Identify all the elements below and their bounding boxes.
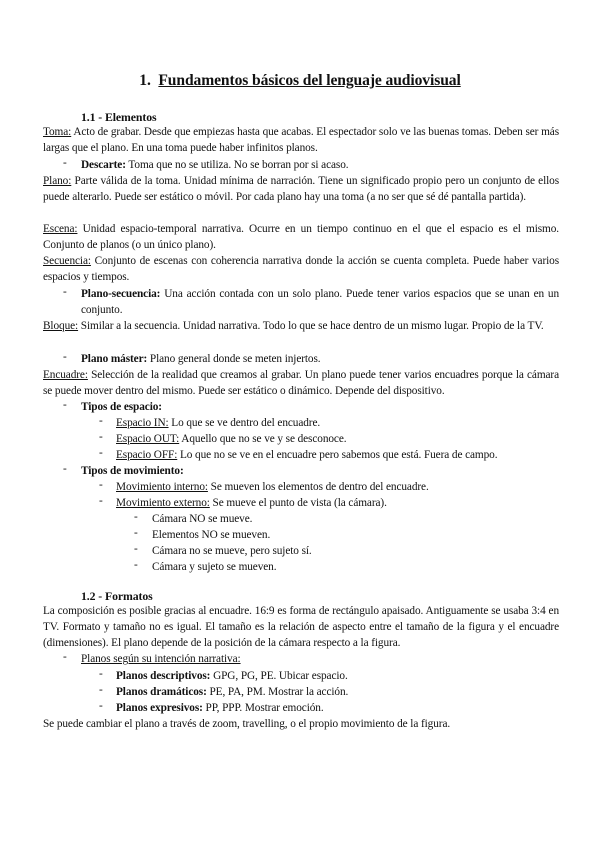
label-tipos-espacio: Tipos de espacio:	[81, 401, 162, 413]
movimiento-interno-text: Se mueven los elementos de dentro del encuadre.	[207, 481, 429, 493]
item-plano-secuencia	[81, 286, 559, 318]
page-title	[0, 72, 600, 90]
toma-text: Acto de grabar. Desde que empiezas hasta que acabas. El espectador solo ve las buenas tomas. Deben ser más largas que el plano. En una toma puede haber infinitos planos.	[43, 126, 559, 154]
bullet-dash: -	[99, 431, 103, 443]
para-bloque	[43, 318, 559, 334]
espacio-off-text: Lo que no se ve en el encuadre pero sabemos que está. Fuera de campo.	[177, 449, 498, 461]
planos-expresivos-text: PP, PPP. Mostrar emoción.	[202, 702, 324, 714]
plano-text: Parte válida de la toma. Unidad mínima de narración. Tiene un significado propio pero un conjunto de ellos puede alterarlo. Puede ser estático o móvil. Por cada plano hay una toma (a no ser que sé dé pantalla partida).	[43, 175, 559, 203]
term-bloque: Bloque:	[43, 320, 79, 332]
espacio-out-text: Aquello que no se ve y se desconoce.	[179, 433, 347, 445]
term-encuadre: Encuadre:	[43, 369, 88, 381]
sub-item: Elementos NO se mueven.	[152, 529, 271, 541]
term-toma: Toma:	[43, 126, 72, 138]
para-escena	[43, 221, 559, 253]
para-encuadre	[43, 367, 559, 399]
plano-secuencia-text: Una acción contada con un solo plano. Puede tener varios espacios que se unan en un conjunto.	[81, 288, 559, 316]
section-heading-formatos: 1.2 - Formatos	[81, 589, 153, 603]
bullet-dash: -	[134, 527, 138, 539]
item-descarte	[81, 157, 559, 173]
item-tipos-espacio	[81, 399, 559, 415]
bullet-dash: -	[99, 700, 103, 712]
sub-item: Cámara NO se mueve.	[152, 513, 253, 525]
encuadre-text: Selección de la realidad que creamos al grabar. Un plano puede tener varios encuadres porque la cámara se puede mover dentro del mismo. Puede ser estático o dinámico. Depende del dispositivo.	[43, 369, 559, 397]
label-tipos-movimiento: Tipos de movimiento:	[81, 465, 184, 477]
para-toma	[43, 124, 559, 156]
bullet-dash: -	[134, 559, 138, 571]
item-espacio-off	[116, 447, 497, 463]
movimiento-externo-text: Se mueve el punto de vista (la cámara).	[209, 497, 387, 509]
para-closing: Se puede cambiar el plano a través de zoom, travelling, o el propio movimiento de la figura.	[43, 718, 451, 730]
term-plano: Plano:	[43, 175, 72, 187]
term-espacio-in: Espacio IN:	[116, 417, 169, 429]
term-escena: Escena:	[43, 223, 78, 235]
item-planos-descriptivos	[116, 668, 348, 684]
planos-descriptivos-text: GPG, PG, PE. Ubicar espacio.	[210, 670, 348, 682]
descarte-text: Toma que no se utiliza. No se borran por si acaso.	[125, 159, 349, 171]
label-plano-master: Plano máster:	[81, 353, 148, 365]
item-planos-intencion	[81, 651, 559, 667]
item-planos-expresivos	[116, 700, 324, 716]
planos-dramaticos-text: PE, PA, PM. Mostrar la acción.	[206, 686, 349, 698]
bullet-dash: -	[63, 399, 67, 411]
sub-item: Cámara no se mueve, pero sujeto sí.	[152, 545, 312, 557]
para-plano	[43, 173, 559, 205]
bullet-dash: -	[99, 415, 103, 427]
bullet-dash: -	[99, 684, 103, 696]
label-planos-descriptivos: Planos descriptivos:	[116, 670, 211, 682]
bullet-dash: -	[63, 351, 67, 363]
term-secuencia: Secuencia:	[43, 255, 91, 267]
bullet-dash: -	[63, 463, 67, 475]
term-movimiento-interno: Movimiento interno:	[116, 481, 208, 493]
section-heading-elementos: 1.1 - Elementos	[81, 110, 157, 124]
espacio-in-text: Lo que se ve dentro del encuadre.	[168, 417, 321, 429]
term-planos-intencion: Planos según su intención narrativa:	[81, 653, 241, 665]
label-descarte: Descarte:	[81, 159, 126, 171]
escena-text: Unidad espacio-temporal narrativa. Ocurre en un tiempo continuo en el que el espacio es el mismo. Conjunto de planos (o un único plano).	[43, 223, 559, 251]
bullet-dash: -	[99, 495, 103, 507]
bloque-text: Similar a la secuencia. Unidad narrativa. Todo lo que se hace dentro de un mismo lugar. Propio de la TV.	[78, 320, 544, 332]
item-espacio-out	[116, 431, 346, 447]
bullet-dash: -	[99, 479, 103, 491]
item-tipos-movimiento	[81, 463, 559, 479]
item-plano-master	[81, 351, 559, 367]
title-number: 1.	[139, 72, 151, 89]
term-espacio-off: Espacio OFF:	[116, 449, 178, 461]
secuencia-text: Conjunto de escenas con coherencia narrativa donde la acción se cuenta completa. Puede haber varios espacios y tiempos.	[43, 255, 559, 283]
item-movimiento-externo	[116, 495, 387, 511]
label-planos-expresivos: Planos expresivos:	[116, 702, 203, 714]
item-espacio-in	[116, 415, 320, 431]
item-movimiento-interno	[116, 479, 429, 495]
bullet-dash: -	[99, 447, 103, 459]
label-plano-secuencia: Plano-secuencia:	[81, 288, 161, 300]
title-text: Fundamentos básicos del lenguaje audiovisual	[158, 72, 461, 89]
plano-master-text: Plano general donde se meten injertos.	[147, 353, 321, 365]
para-secuencia	[43, 253, 559, 285]
bullet-dash: -	[63, 286, 67, 298]
para-formatos-intro: La composición es posible gracias al encuadre. 16:9 es forma de rectángulo apaisado. Antiguamente se usaba 3:4 en TV. Formato y tamaño no es igual. El tamaño es la relación de aspecto entre el tamaño de la figura y el encuadre (dimensiones). El plano depende de la posición de la cámara respecto a la figura.	[43, 605, 559, 649]
bullet-dash: -	[63, 157, 67, 169]
sub-item: Cámara y sujeto se mueven.	[152, 561, 277, 573]
label-planos-dramaticos: Planos dramáticos:	[116, 686, 207, 698]
bullet-dash: -	[134, 543, 138, 555]
item-planos-dramaticos	[116, 684, 348, 700]
bullet-dash: -	[99, 668, 103, 680]
bullet-dash: -	[134, 511, 138, 523]
term-espacio-out: Espacio OUT:	[116, 433, 180, 445]
bullet-dash: -	[63, 651, 67, 663]
term-movimiento-externo: Movimiento externo:	[116, 497, 210, 509]
